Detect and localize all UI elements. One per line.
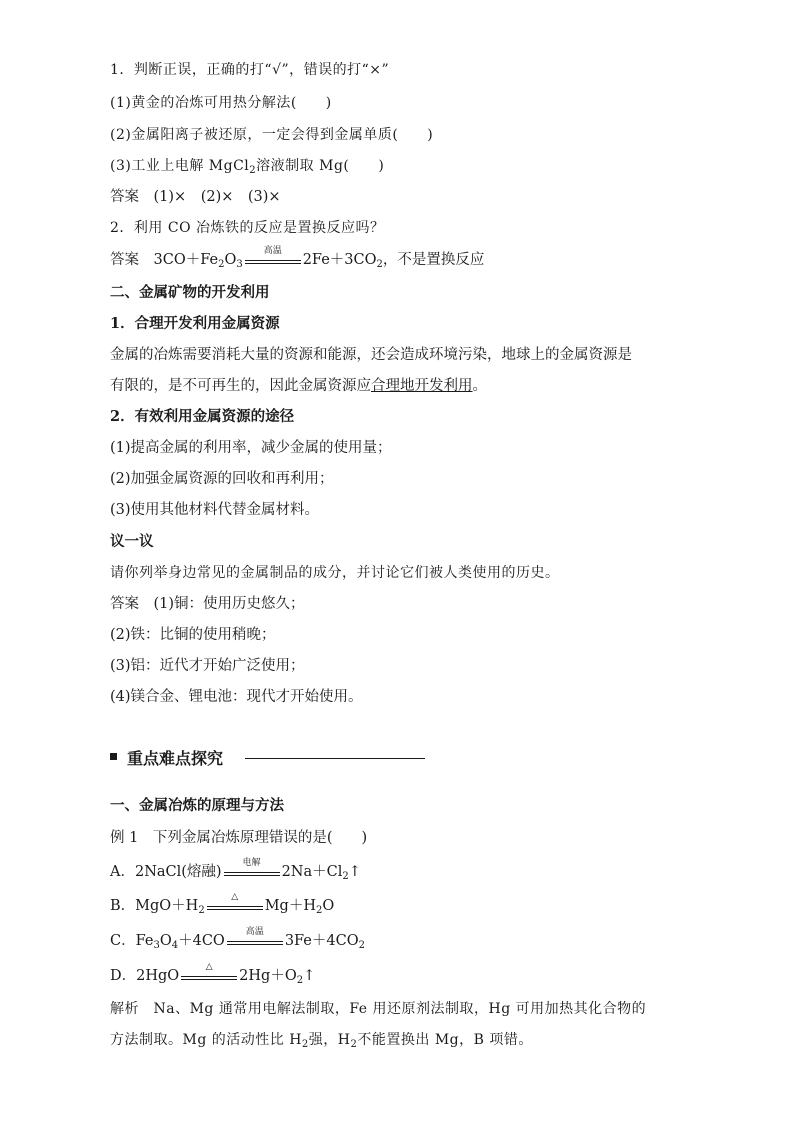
section-3-heading: 一、金属冶炼的原理与方法 (110, 797, 284, 814)
option-c: C．$Fe_3O_4+4CO$ 高温 $3Fe+4CO_2$ (110, 927, 365, 951)
discuss-answer-4: (4)镁合金、锂电池：现代才开始使用。 (110, 689, 363, 705)
answer-label: 答案 (110, 252, 139, 268)
way-3: (3)使用其他材料代替金属材料。 (110, 502, 320, 518)
reaction-equals-sign: △ (207, 896, 263, 916)
reaction-equals-sign: 高温 (245, 250, 301, 270)
paragraph-line-2: 有限的，是不可再生的，因此金属资源应合理地开发利用。 (110, 378, 487, 394)
section-2-heading: 二、金属矿物的开发利用 (110, 284, 270, 301)
reaction-equals-sign: 电解 (224, 862, 280, 882)
way-1: (1)提高金属的利用率，减少金属的使用量； (110, 440, 392, 456)
discuss-question: 请你列举身边常见的金属制品的成分，并讨论它们被人类使用的历史。 (110, 565, 560, 581)
square-bullet-icon (110, 753, 117, 760)
q1-item-1: (1)黄金的冶炼可用热分解法( ) (110, 95, 332, 111)
q1-item-3: (3)工业上电解 MgCl$_2$溶液制取 Mg( ) (110, 158, 385, 176)
reaction-equals-sign: △ (181, 966, 237, 986)
section-2-sub-1: 1．合理开发利用金属资源 (110, 315, 280, 332)
analysis-line-2: 方法制取。Mg 的活动性比 $H_2$强，$H_2$不能置换出 Mg，B 项错。 (110, 1032, 533, 1050)
section-2-sub-2: 2．有效利用金属资源的途径 (110, 408, 295, 425)
discuss-answer-1: 答案 (1)铜：使用历史悠久； (110, 596, 305, 612)
reaction-equals-sign: 高温 (227, 931, 283, 951)
q2-title: 2．利用 CO 冶炼铁的反应是置换反应吗？ (110, 220, 385, 236)
q2-answer: 答案 $3CO+Fe_2O_3$ 高温 $2Fe+3CO_2$，不是置换反应 (110, 246, 485, 270)
option-d: D．2HgO △ $2Hg+O_2↑$ (110, 962, 316, 986)
discuss-answer-3: (3)铝：近代才开始广泛使用； (110, 658, 305, 674)
analysis-line-1: 解析 Na、Mg 通常用电解法制取，Fe 用还原剂法制取，Hg 可用加热其化合物的 (110, 1001, 647, 1017)
way-2: (2)加强金属资源的回收和再利用； (110, 471, 334, 487)
underlined-answer: 合理地开发利用 (371, 378, 473, 394)
discuss-heading: 议一议 (110, 533, 154, 550)
example-1: 例 1 下列金属冶炼原理错误的是( ) (110, 830, 368, 846)
document-page: 1．判断正误，正确的打“√”，错误的打“×” (1)黄金的冶炼可用热分解法( ) (2)金属阳离子被还原，一定会得到金属单质( ) (3)工业上电解 MgCl$_2$溶液制取 Mg( ) 答案 (1)× (2)× (3)× 2．利用 CO 冶炼铁的反应是置换反应吗？ 答案 $3CO+Fe_2O_3$ 高温 $2Fe+3CO_2$，不是置换反应 二、金属矿物的开发利用 1．合理开发利用金属资源 金属的冶炼需要消耗大量的资源和能源，还会造成环境污染，地球上的金属资源是 有限的，是不可再生的，因此金属资源应合理地开发利用。 2．有效利用金属资源的途径 (1)提高金属的利用率，减少金属的使用量； (2)加强金属资源的回收和再利用； (3)使用其他材料代替金属材料。 议一议 请你列举身边常见的金属制品的成分，并讨论它们被人类使用的历史。 答案 (1)铜：使用历史悠久； (2)铁：比铜的使用稍晚； (3)铝：近代才开始广泛使用； (4)镁合金、锂电池：现代才开始使用。 重点难点探究 一、金属冶炼的原理与方法 例 1 下列金属冶炼原理错误的是( ) A．2NaCl(熔融) 电解 $2Na+Cl_2↑$ B．$MgO+H_2$ △ $Mg+H_2O$ C．$Fe_3O_4+4CO$ 高温 $3Fe+4CO_2$ D．2HgO △ $2Hg+O_2↑$ 解析 Na、Mg 通常用电解法制取，Fe 用还原剂法制取，Hg 可用加热其化合物的 方法制取。Mg 的活动性比 $H_2$强，$H_2$不能置换出 Mg，B 项错。 (110, 62, 647, 1050)
section-rule (245, 758, 425, 759)
discuss-answer-2: (2)铁：比铜的使用稍晚； (110, 627, 276, 643)
q1-answer: 答案 (1)× (2)× (3)× (110, 189, 281, 205)
q1-item-2: (2)金属阳离子被还原，一定会得到金属单质( ) (110, 127, 434, 143)
option-a: A．2NaCl(熔融) 电解 $2Na+Cl_2↑$ (110, 858, 361, 882)
paragraph-line-1: 金属的冶炼需要消耗大量的资源和能源，还会造成环境污染，地球上的金属资源是 (110, 347, 632, 363)
q1-title: 1．判断正误，正确的打“√”，错误的打“×” (110, 62, 390, 78)
option-b: B．$MgO+H_2$ △ $Mg+H_2O$ (110, 892, 335, 916)
